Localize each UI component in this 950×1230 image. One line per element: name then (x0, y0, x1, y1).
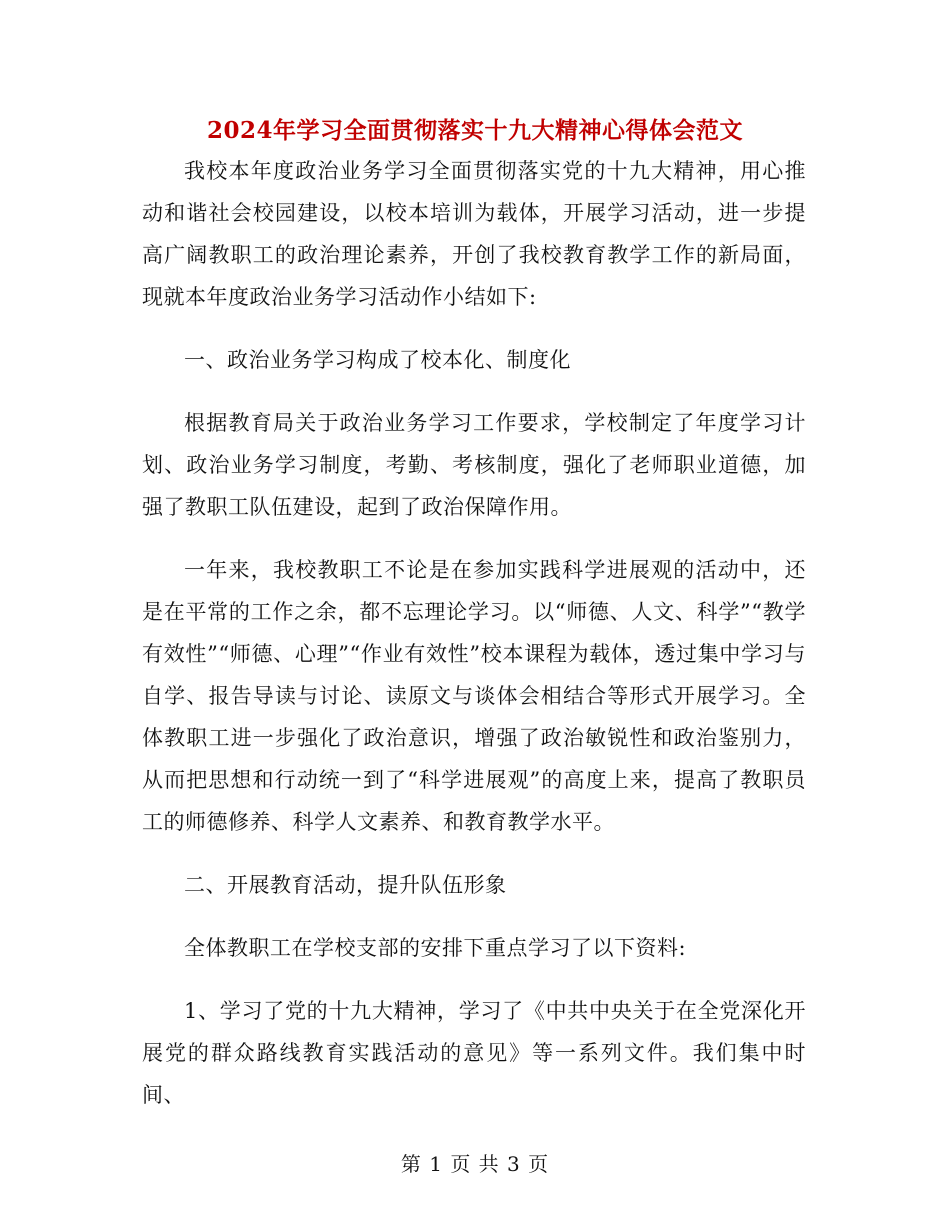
section-heading-2: 二、开展教育活动，提升队伍形象 (184, 873, 507, 897)
intro-paragraph: 我校本年度政治业务学习全面贯彻落实党的十九大精神，用心推动和谐社会校园建设，以校本培训为载体，开展学习活动，进一步提高广阔教职工的政治理论素养，开创了我校教育教学工作的新局面，现就本年度政治业务学习活动作小结如下: (142, 159, 806, 309)
section-1-paragraph: 根据教育局关于政治业务学习工作要求，学校制定了年度学习计划、政治业务学习制度，考勤、考核制度，强化了老师职业道德，加强了教职工队伍建设，起到了政治保障作用。 (142, 411, 806, 519)
document-title: 2024年学习全面贯彻落实十九大精神心得体会范文 (206, 117, 743, 144)
section-1-paragraph-2: 一年来，我校教职工不论是在参加实践科学进展观的活动中，还是在平常的工作之余，都不忘理论学习。以“师德、人文、科学”“教学有效性”“师德、心理”“作业有效性”校本课程为载体，透过集中学习与自学、报告导读与讨论、读原文与谈体会相结合等形式开展学习。全体教职工进一步强化了政治意识，增强了政治敏锐性和政治鉴别力，从而把思想和行动统一到了“科学进展观”的高度上来，提高了教职员工的师德修养、科学人文素养、和教育教学水平。 (142, 558, 806, 834)
document-body (142, 150, 806, 1116)
page-number-footer: 第 1 页 共 3 页 (400, 1152, 550, 1176)
section-2-paragraph: 全体教职工在学校支部的安排下重点学习了以下资料: (184, 936, 687, 960)
section-heading-1: 一、政治业务学习构成了校本化、制度化 (184, 348, 571, 372)
section-2-item-1: 1、学习了党的十九大精神，学习了《中共中央关于在全党深化开展党的群众路线教育实践活动的意见》等一系列文件。我们集中时间、 (142, 999, 806, 1107)
